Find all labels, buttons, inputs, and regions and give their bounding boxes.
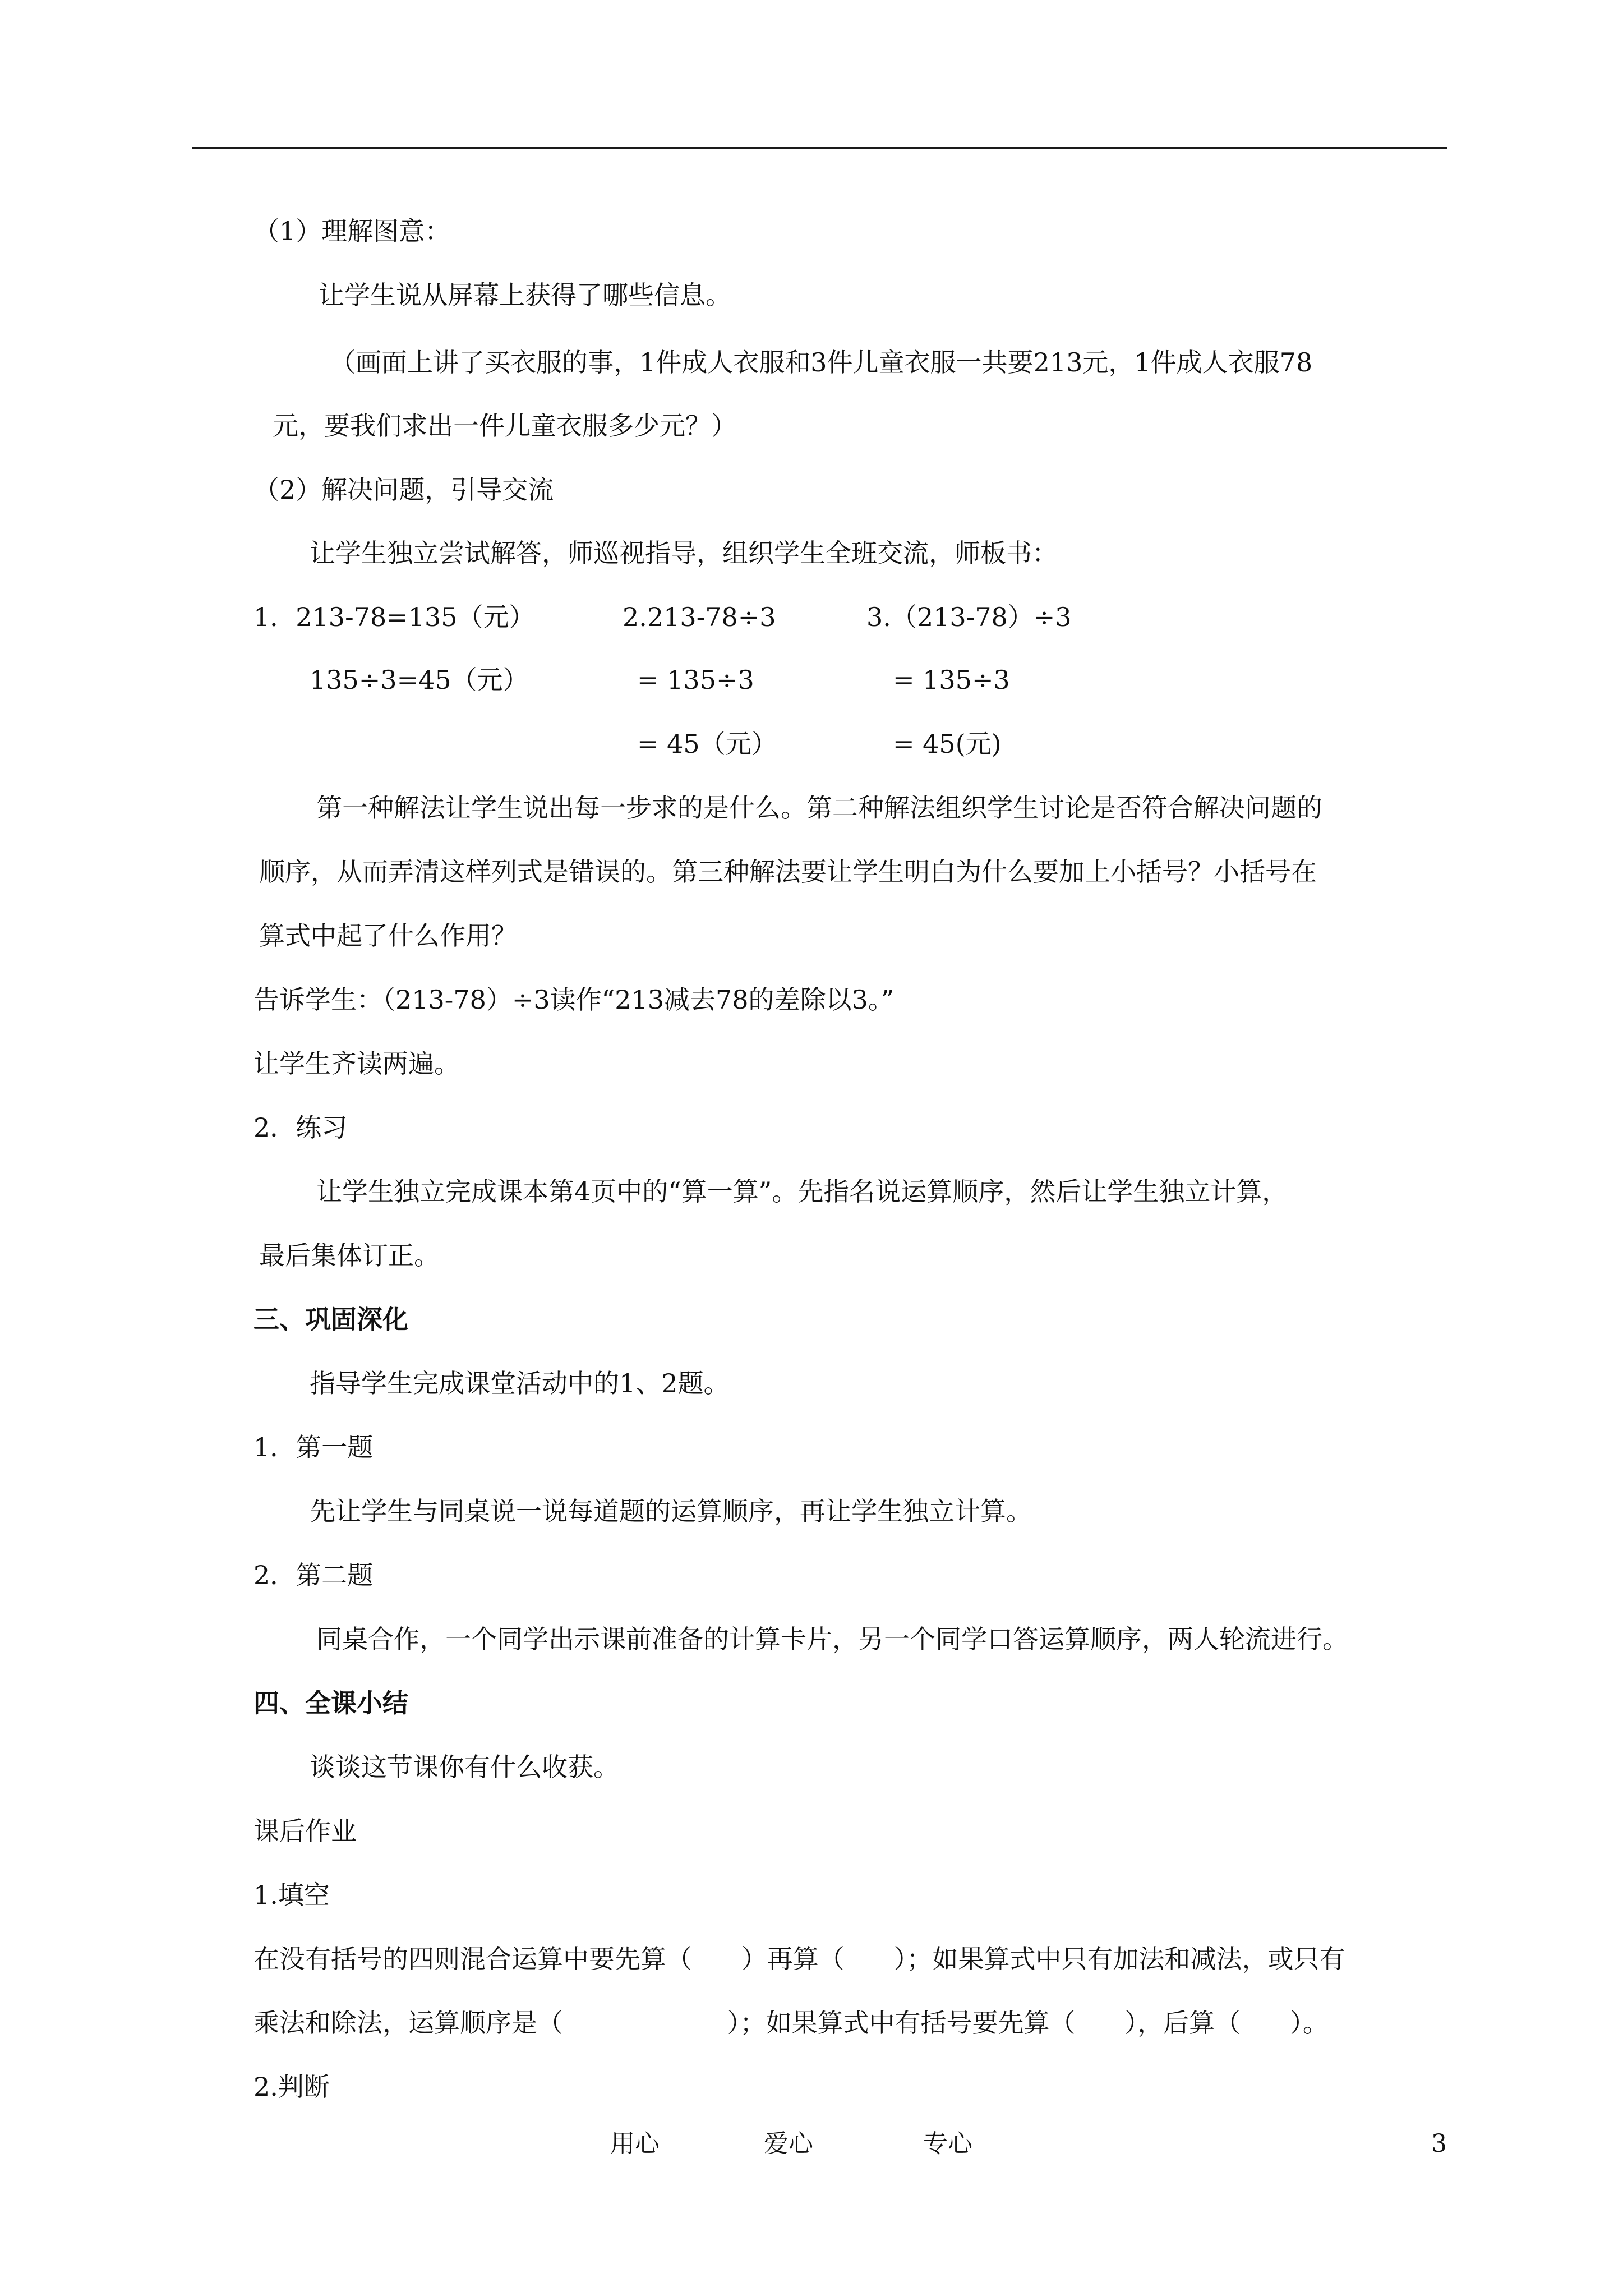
paragraph-line: 课后作业 [253, 1816, 357, 1846]
paragraph-line: 第一种解法让学生说出每一步求的是什么。第二种解法组织学生讨论是否符合解决问题的 [316, 793, 1322, 823]
paragraph-line: 同桌合作，一个同学出示课前准备的计算卡片，另一个同学口答运算顺序，两人轮流进行。 [316, 1624, 1348, 1654]
equation-3-step-2: = 135÷3 [893, 665, 1010, 695]
paragraph-line: （画面上讲了买衣服的事，1件成人衣服和3件儿童衣服一共要213元，1件成人衣服78 [330, 347, 1313, 378]
footer-word: 用心 [610, 2129, 660, 2158]
paragraph-line: 算式中起了什么作用？ [259, 921, 517, 951]
paragraph-line: 2.判断 [253, 2072, 330, 2102]
page-number: 3 [1431, 2129, 1447, 2158]
paragraph-line: 指导学生完成课堂活动中的1、2题。 [310, 1368, 730, 1398]
header-rule [192, 147, 1447, 149]
equation-1-step-1: 1．213-78=135（元） [253, 602, 535, 632]
section-heading: 四、全课小结 [253, 1688, 408, 1718]
paragraph-line: 让学生齐读两遍。 [253, 1048, 460, 1079]
paragraph-line: 先让学生与同桌说一说每道题的运算顺序，再让学生独立计算。 [310, 1496, 1032, 1526]
equation-2-step-3: = 45（元） [637, 729, 777, 759]
paragraph-line: 谈谈这节课你有什么收获。 [310, 1752, 619, 1782]
paragraph-line: 1.填空 [253, 1880, 330, 1910]
paragraph-line: 让学生说从屏幕上获得了哪些信息。 [319, 280, 731, 310]
equation-2-step-1: 2.213-78÷3 [623, 602, 776, 632]
paragraph-line: 2．第二题 [253, 1560, 374, 1590]
paragraph-line: 元，要我们求出一件儿童衣服多少元？） [273, 411, 737, 441]
section-heading: 三、巩固深化 [253, 1304, 408, 1335]
footer-word: 爱心 [764, 2129, 813, 2158]
equation-1-step-2: 135÷3=45（元） [310, 665, 529, 695]
equation-3-step-3: = 45(元) [893, 729, 1002, 759]
equation-2-step-2: = 135÷3 [637, 665, 754, 695]
paragraph-line: 在没有括号的四则混合运算中要先算（ ）再算（ ）；如果算式中只有加法和减法，或只有 [253, 1944, 1345, 1974]
paragraph-line: 顺序，从而弄清这样列式是错误的。第三种解法要让学生明白为什么要加上小括号？小括号在 [259, 857, 1317, 887]
paragraph-line: 告诉学生：（213-78）÷3读作“213减去78的差除以3。” [253, 984, 895, 1015]
paragraph-line: 最后集体订正。 [259, 1240, 440, 1271]
paragraph-line: 乘法和除法，运算顺序是（ ）；如果算式中有括号要先算（ ），后算（ ）。 [253, 2008, 1329, 2038]
equation-3-step-1: 3.（213-78）÷3 [866, 602, 1072, 632]
paragraph-line: （2）解决问题，引导交流 [253, 475, 554, 505]
paragraph-line: 2．练习 [253, 1112, 348, 1143]
paragraph-line: 1．第一题 [253, 1432, 374, 1462]
paragraph-line: 让学生独立完成课本第4页中的“算一算”。先指名说运算顺序，然后让学生独立计算， [316, 1176, 1288, 1207]
paragraph-line: （1）理解图意： [253, 216, 451, 246]
footer-word: 专心 [923, 2129, 972, 2158]
paragraph-line: 让学生独立尝试解答，师巡视指导，组织学生全班交流，师板书： [310, 538, 1058, 568]
